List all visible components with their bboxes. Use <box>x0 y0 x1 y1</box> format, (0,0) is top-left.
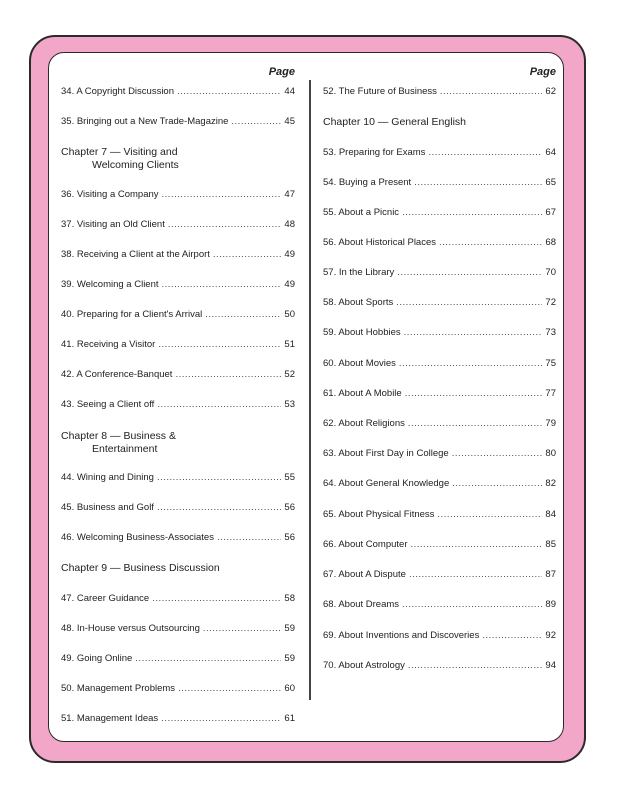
toc-entry-title: 46. Welcoming Business-Associates <box>61 532 214 543</box>
toc-entry-page: 58 <box>284 593 295 604</box>
toc-entry-page: 60 <box>284 683 295 694</box>
toc-entry[interactable] <box>323 509 556 521</box>
toc-entry-page: 73 <box>545 327 556 338</box>
toc-entry[interactable] <box>323 177 556 189</box>
toc-entry-title: 64. About General Knowledge <box>323 478 450 489</box>
toc-entry-page: 62 <box>545 86 556 97</box>
toc-entry-title: 70. About Astrology <box>323 660 405 671</box>
toc-entry-title: 54. Buying a Present <box>323 177 412 188</box>
toc-entry-title: 34. A Copyright Discussion <box>61 86 175 97</box>
toc-entry-page: 84 <box>545 509 556 520</box>
toc-entry-page: 59 <box>284 623 295 634</box>
dot-leader <box>205 309 281 321</box>
dot-leader <box>402 207 542 219</box>
dot-leader <box>408 418 543 430</box>
dot-leader <box>408 660 543 672</box>
toc-entry-page: 87 <box>545 569 556 580</box>
chapter-heading-line: Chapter 10 — General English <box>323 116 466 128</box>
toc-entry[interactable] <box>323 207 556 219</box>
toc-entry-page: 85 <box>545 539 556 550</box>
dot-leader <box>411 539 543 551</box>
toc-entry-title: 43. Seeing a Client off <box>61 399 155 410</box>
toc-entry[interactable] <box>61 502 295 514</box>
toc-entry-title: 68. About Dreams <box>323 599 400 610</box>
toc-entry[interactable] <box>61 399 295 411</box>
dot-leader <box>397 267 542 279</box>
dot-leader <box>175 369 281 381</box>
toc-entry-title: 63. About First Day in College <box>323 448 449 459</box>
toc-entry[interactable] <box>61 279 295 291</box>
toc-entry-title: 66. About Computer <box>323 539 408 550</box>
toc-entry-page: 92 <box>545 630 556 641</box>
dot-leader <box>482 630 542 642</box>
toc-entry[interactable] <box>61 593 295 605</box>
dot-leader <box>168 219 282 231</box>
toc-entry[interactable] <box>61 713 295 725</box>
toc-entry-title: 65. About Physical Fitness <box>323 509 435 520</box>
toc-entry-page: 67 <box>545 207 556 218</box>
dot-leader <box>203 623 282 635</box>
toc-left-column <box>61 66 295 736</box>
toc-entry-title: 51. Management Ideas <box>61 713 159 724</box>
toc-entry-title: 69. About Inventions and Discoveries <box>323 630 480 641</box>
toc-entry-title: 55. About a Picnic <box>323 207 400 218</box>
toc-entry-page: 68 <box>545 237 556 248</box>
chapter-heading-line: Chapter 9 — Business Discussion <box>61 562 220 574</box>
toc-entry-title: 39. Welcoming a Client <box>61 279 159 290</box>
column-divider <box>309 80 311 700</box>
toc-entry-title: 38. Receiving a Client at the Airport <box>61 249 210 260</box>
toc-entry-page: 56 <box>284 532 295 543</box>
toc-entry[interactable] <box>323 478 556 490</box>
toc-entry-page: 56 <box>284 502 295 513</box>
toc-entry-title: 61. About A Mobile <box>323 388 402 399</box>
toc-entry-page: 75 <box>545 358 556 369</box>
toc-entry-title: 42. A Conference-Banquet <box>61 369 173 380</box>
toc-entry-title: 40. Preparing for a Client's Arrival <box>61 309 203 320</box>
toc-entry-title: 35. Bringing out a New Trade-Magazine <box>61 116 229 127</box>
dot-leader <box>452 448 543 460</box>
toc-entry-title: 50. Management Problems <box>61 683 176 694</box>
toc-entry-title: 36. Visiting a Company <box>61 189 159 200</box>
toc-entry-title: 49. Going Online <box>61 653 133 664</box>
dot-leader <box>452 478 542 490</box>
chapter-heading-line: Welcoming Clients <box>92 159 179 171</box>
dot-leader <box>439 237 542 249</box>
toc-entry-title: 56. About Historical Places <box>323 237 437 248</box>
dot-leader <box>162 189 282 201</box>
toc-entry[interactable] <box>323 327 556 339</box>
chapter-heading <box>61 430 295 456</box>
toc-entry[interactable] <box>61 309 295 321</box>
toc-entry-page: 44 <box>284 86 295 97</box>
toc-entry-title: 58. About Sports <box>323 297 394 308</box>
toc-entry[interactable] <box>323 569 556 581</box>
chapter-heading-line: Chapter 8 — Business & <box>61 430 176 442</box>
toc-entry-page: 59 <box>284 653 295 664</box>
chapter-heading-line: Entertainment <box>92 443 158 455</box>
toc-entry[interactable] <box>323 599 556 611</box>
toc-entry-page: 65 <box>545 177 556 188</box>
toc-entry[interactable] <box>323 630 556 642</box>
toc-entry-page: 80 <box>545 448 556 459</box>
toc-entry-page: 55 <box>284 472 295 483</box>
dot-leader <box>157 472 281 484</box>
dot-leader <box>213 249 282 261</box>
dot-leader <box>414 177 542 189</box>
dot-leader <box>177 86 281 98</box>
toc-entry[interactable] <box>61 369 295 381</box>
toc-entry[interactable] <box>61 116 295 128</box>
dot-leader <box>428 147 542 159</box>
toc-entry-page: 61 <box>284 713 295 724</box>
toc-entry[interactable] <box>61 532 295 544</box>
toc-entry[interactable] <box>61 339 295 351</box>
toc-entry-page: 64 <box>545 147 556 158</box>
toc-entry[interactable] <box>61 249 295 261</box>
toc-entry[interactable] <box>323 86 556 98</box>
chapter-heading <box>61 146 295 172</box>
toc-entry-title: 47. Career Guidance <box>61 593 150 604</box>
toc-entry-page: 70 <box>545 267 556 278</box>
toc-entry-page: 77 <box>545 388 556 399</box>
page-column-heading: Page <box>529 66 556 78</box>
toc-entry[interactable] <box>323 418 556 430</box>
dot-leader <box>409 569 542 581</box>
toc-entry-page: 49 <box>284 249 295 260</box>
toc-entry-title: 41. Receiving a Visitor <box>61 339 156 350</box>
dot-leader <box>162 279 282 291</box>
dot-leader <box>178 683 281 695</box>
toc-entry-page: 52 <box>284 369 295 380</box>
toc-entry[interactable] <box>323 147 556 159</box>
toc-entry[interactable] <box>61 219 295 231</box>
toc-entry[interactable] <box>323 267 556 279</box>
toc-entry[interactable] <box>323 388 556 400</box>
dot-leader <box>217 532 281 544</box>
dot-leader <box>396 297 542 309</box>
toc-entry[interactable] <box>323 448 556 460</box>
dot-leader <box>158 339 281 351</box>
toc-entry-title: 48. In-House versus Outsourcing <box>61 623 200 634</box>
dot-leader <box>231 116 281 128</box>
toc-entry-page: 50 <box>284 309 295 320</box>
dot-leader <box>402 599 542 611</box>
toc-entry-page: 53 <box>284 399 295 410</box>
toc-entry-title: 57. In the Library <box>323 267 395 278</box>
chapter-heading <box>323 116 556 129</box>
toc-entry-title: 67. About A Dispute <box>323 569 406 580</box>
toc-entry-page: 94 <box>545 660 556 671</box>
dot-leader <box>399 358 543 370</box>
toc-entry-page: 48 <box>284 219 295 230</box>
dot-leader <box>161 713 281 725</box>
toc-entry[interactable] <box>61 86 295 98</box>
toc-entry-title: 59. About Hobbies <box>323 327 401 338</box>
dot-leader <box>152 593 281 605</box>
toc-entry-title: 62. About Religions <box>323 418 405 429</box>
toc-entry-page: 45 <box>284 116 295 127</box>
toc-entry[interactable] <box>61 623 295 635</box>
toc-entry-title: 53. Preparing for Exams <box>323 147 426 158</box>
toc-entry[interactable] <box>323 297 556 309</box>
toc-entry[interactable] <box>61 472 295 484</box>
toc-entry[interactable] <box>323 358 556 370</box>
toc-entry-page: 89 <box>545 599 556 610</box>
toc-entry-page: 79 <box>545 418 556 429</box>
dot-leader <box>404 327 543 339</box>
toc-entry-page: 72 <box>545 297 556 308</box>
dot-leader <box>437 509 542 521</box>
chapter-heading-line: Chapter 7 — Visiting and <box>61 146 178 158</box>
dot-leader <box>440 86 543 98</box>
toc-entry[interactable] <box>323 660 556 672</box>
toc-entry-title: 45. Business and Golf <box>61 502 154 513</box>
toc-entry-title: 44. Wining and Dining <box>61 472 154 483</box>
toc-entry-page: 47 <box>284 189 295 200</box>
toc-entry-title: 37. Visiting an Old Client <box>61 219 165 230</box>
toc-entry[interactable] <box>61 189 295 201</box>
toc-entry-title: 52. The Future of Business <box>323 86 437 97</box>
dot-leader <box>135 653 281 665</box>
toc-entry[interactable] <box>323 237 556 249</box>
toc-entry-page: 82 <box>545 478 556 489</box>
toc-entry-page: 51 <box>284 339 295 350</box>
page-column-heading: Page <box>268 66 295 78</box>
toc-entry[interactable] <box>61 653 295 665</box>
toc-entry[interactable] <box>323 539 556 551</box>
dot-leader <box>157 502 281 514</box>
toc-right-column <box>323 66 556 686</box>
dot-leader <box>405 388 543 400</box>
chapter-heading <box>61 562 295 575</box>
toc-entry-page: 49 <box>284 279 295 290</box>
toc-entry-title: 60. About Movies <box>323 358 396 369</box>
dot-leader <box>157 399 281 411</box>
toc-entry[interactable] <box>61 683 295 695</box>
